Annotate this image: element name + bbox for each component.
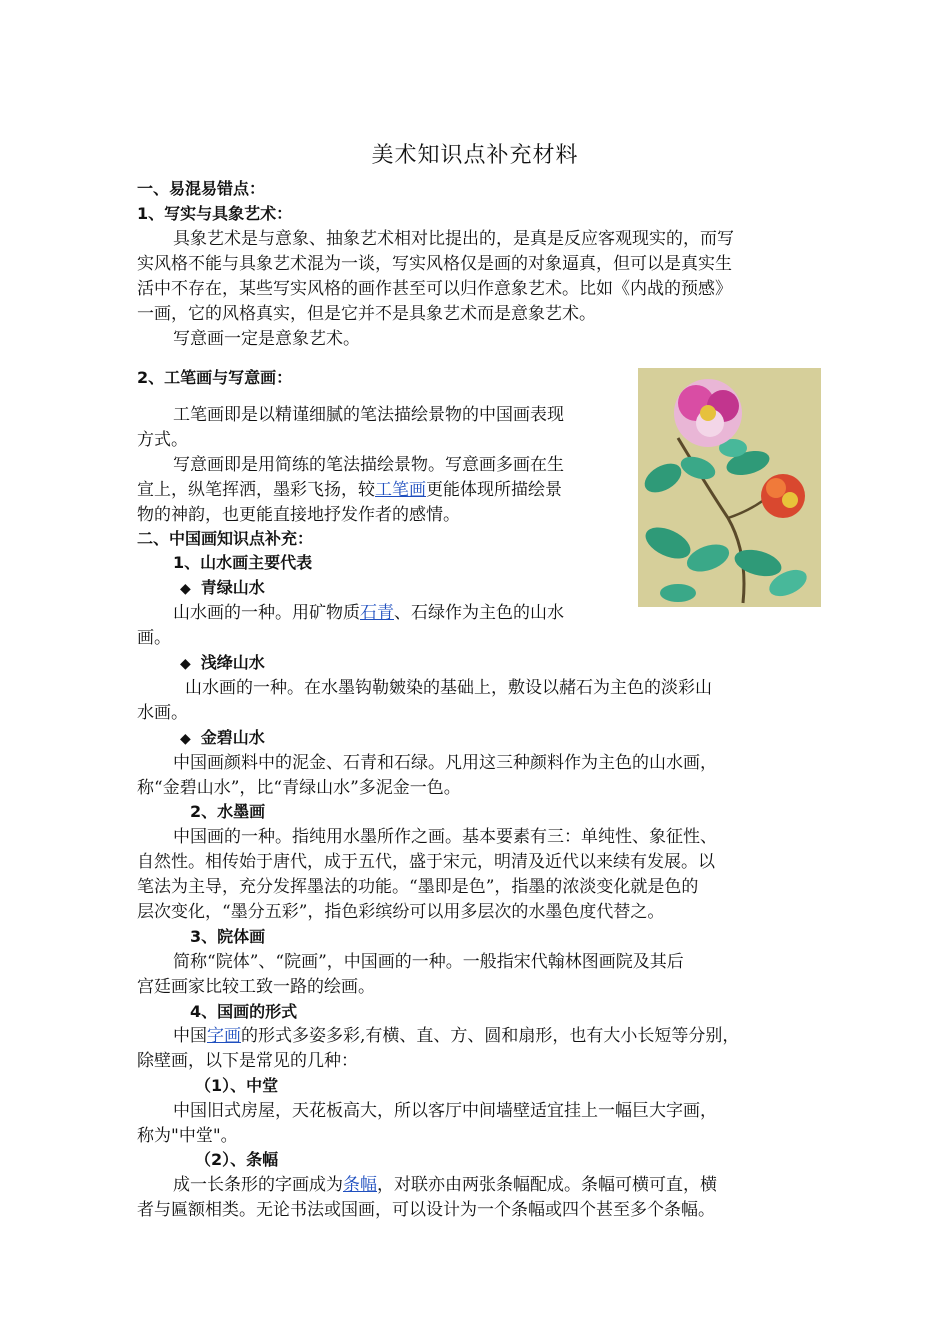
paragraph-line: 中国旧式房屋，天花板高大，所以客厅中间墙壁适宜挂上一幅巨大字画，	[173, 1101, 717, 1121]
paragraph-line: 者与匾额相类。无论书法或国画，可以设计为一个条幅或四个甚至多个条幅。	[137, 1200, 715, 1220]
link-zihua[interactable]: 字画	[207, 1026, 241, 1046]
text-run: 宣上，纵笔挥洒，墨彩飞扬，较	[137, 480, 375, 500]
subheading-xingshi: 4、国画的形式	[190, 1002, 298, 1021]
paragraph-line	[173, 1024, 739, 1048]
text-run: 中国	[173, 1026, 207, 1046]
paragraph-line: 一画，它的风格真实，但是它并不是具象艺术而是意象艺术。	[137, 304, 596, 324]
paragraph-line: 画。	[137, 628, 171, 648]
subheading-tiaofu: （2）、条幅	[195, 1150, 279, 1169]
paragraph-line: 称“金碧山水”，比“青绿山水”多泥金一色。	[137, 778, 461, 798]
paragraph-line: 笔法为主导，充分发挥墨法的功能。“墨即是色”，指墨的浓淡变化就是色的	[137, 877, 699, 897]
paragraph-line	[173, 1173, 717, 1197]
diamond-bullet-icon: ◆	[180, 731, 191, 747]
peony-painting-image	[638, 368, 821, 607]
paragraph-line: 中国画的一种。指纯用水墨所作之画。基本要素有三：单纯性、象征性、	[173, 827, 717, 847]
paragraph-line: 水画。	[137, 703, 188, 723]
paragraph-line: 活中不存在，某些写实风格的画作甚至可以归作意象艺术。比如《内战的预感》	[137, 279, 732, 299]
paragraph-line: 称为"中堂"。	[137, 1126, 238, 1146]
subheading-realism: 1、写实与具象艺术：	[137, 204, 293, 223]
paragraph-line: 中国画颜料中的泥金、石青和石绿。凡用这三种颜料作为主色的山水画，	[173, 753, 717, 773]
section-heading-1: 一、易混易错点：	[137, 179, 266, 198]
subheading-shuimo: 2、水墨画	[190, 802, 266, 821]
bullet-title: 青绿山水	[200, 578, 265, 597]
paragraph-line: 实风格不能与具象艺术混为一谈，写实风格仅是画的对象逼真，但可以是真实生	[137, 254, 732, 274]
link-gongbihua[interactable]: 工笔画	[375, 480, 426, 500]
text-run: 成一长条形的字画成为	[173, 1175, 343, 1195]
bullet-qianjiang	[180, 651, 265, 676]
paragraph-line: 除壁画，以下是常见的几种：	[137, 1051, 358, 1071]
paragraph-line: 山水画的一种。在水墨钩勒皴染的基础上，敷设以赭石为主色的淡彩山	[185, 678, 712, 698]
subheading-shanshui: 1、山水画主要代表	[173, 553, 313, 572]
subheading-zhongtang: （1）、中堂	[195, 1076, 279, 1095]
paragraph-line: 物的神韵，也更能直接地抒发作者的感情。	[137, 505, 460, 525]
paragraph-line: 宫廷画家比较工致一路的绘画。	[137, 977, 375, 997]
paragraph-line	[137, 478, 562, 502]
text-run: 的形式多姿多彩,有横、直、方、圆和扇形，也有大小长短等分别，	[241, 1026, 740, 1046]
paragraph-line	[173, 601, 564, 625]
link-tiaofu[interactable]: 条幅	[343, 1175, 377, 1195]
bullet-title: 金碧山水	[200, 728, 265, 747]
section-heading-2: 二、中国画知识点补充：	[137, 529, 314, 548]
link-shiqing[interactable]: 石青	[360, 603, 394, 623]
diamond-bullet-icon: ◆	[180, 581, 191, 597]
subheading-yuanti: 3、院体画	[190, 927, 266, 946]
paragraph-line: 写意画一定是意象艺术。	[173, 329, 360, 349]
paragraph-line: 工笔画即是以精谨细腻的笔法描绘景物的中国画表现	[173, 405, 564, 425]
subheading-gongbi: 2、工笔画与写意画：	[137, 368, 293, 387]
paragraph-line: 具象艺术是与意象、抽象艺术相对比提出的，是真是反应客观现实的，而写	[173, 229, 734, 249]
bullet-jinbi	[180, 726, 265, 751]
text-run: 更能体现所描绘景	[426, 480, 562, 500]
text-run: ，对联亦由两张条幅配成。条幅可横可直，横	[377, 1175, 717, 1195]
paragraph-line: 层次变化，“墨分五彩”，指色彩缤纷可以用多层次的水墨色度代替之。	[137, 902, 665, 922]
bullet-qinglv	[180, 576, 265, 601]
bullet-title: 浅绛山水	[200, 653, 265, 672]
text-run: 山水画的一种。用矿物质	[173, 603, 360, 623]
paragraph-line: 方式。	[137, 430, 188, 450]
paragraph-line: 简称“院体”、“院画”，中国画的一种。一般指宋代翰林图画院及其后	[173, 952, 684, 972]
text-run: 、石绿作为主色的山水	[394, 603, 564, 623]
paragraph-line: 自然性。相传始于唐代，成于五代，盛于宋元，明清及近代以来续有发展。以	[137, 852, 715, 872]
diamond-bullet-icon: ◆	[180, 656, 191, 672]
page-title: 美术知识点补充材料	[371, 143, 579, 168]
paragraph-line: 写意画即是用简练的笔法描绘景物。写意画多画在生	[173, 455, 564, 475]
